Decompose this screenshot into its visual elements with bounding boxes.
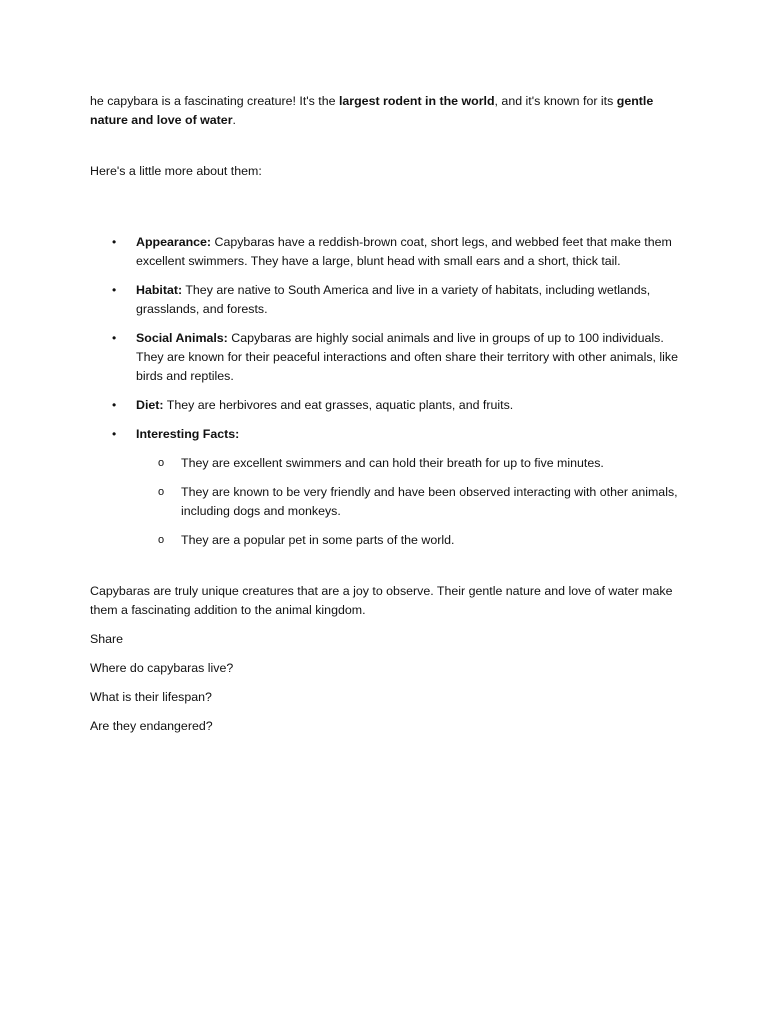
bullet-icon: • [112,331,117,345]
closing-paragraph: Capybaras are truly unique creatures that are a joy to observe. Their gentle nature and love of water make them a fascinating addition to the animal kingdom. [90,584,673,617]
fact-label: Diet: [136,398,164,412]
sub-list-text: They are excellent swimmers and can hold their breath for up to five minutes. [181,456,604,470]
sub-bullet-icon: o [158,457,165,469]
fact-item-diet [90,396,690,415]
lead-paragraph: Here's a little more about them: [90,164,262,178]
facts-list [90,233,690,550]
sub-bullet-icon: o [158,534,165,546]
fact-text: They are native to South America and live in a variety of habitats, including wetlands, grasslands, and forests. [136,283,651,316]
fact-text: Capybaras have a reddish-brown coat, short legs, and webbed feet that make them excellent swimmers. They have a large, blunt head with small ears and a short, thick tail. [136,235,672,268]
intro-bold-2: gentle nature and love of water [90,94,654,127]
intro-text-2: , and it's known for its [494,94,617,108]
fact-item-interesting-facts [90,425,690,550]
bullet-icon: • [112,398,117,412]
intro-paragraph [90,92,690,130]
fact-item-appearance [90,233,690,271]
suggested-question[interactable]: Are they endangered? [90,719,213,733]
intro-bold-1: largest rodent in the world [338,94,495,108]
sub-list-item [136,483,690,521]
sub-list-text: They are known to be very friendly and have been observed interacting with other animals, including dogs and monkeys. [181,485,678,518]
fact-text: Capybaras are highly social animals and live in groups of up to 100 individuals. They are known for their peaceful interactions and often share their territory with other animals, like birds and reptiles. [136,331,679,383]
interesting-facts-sublist [136,454,690,550]
suggested-question[interactable]: What is their lifespan? [90,690,212,704]
share-button[interactable]: Share [90,632,124,646]
sub-list-text: They are a popular pet in some parts of the world. [181,533,455,547]
fact-label: Interesting Facts: [136,427,240,441]
sub-list-item [136,454,690,473]
fact-text: They are herbivores and eat grasses, aquatic plants, and fruits. [163,398,514,412]
sub-list-item [136,531,690,550]
intro-text-1: he capybara is a fascinating creature! It's the [90,94,339,108]
fact-label: Habitat: [136,283,183,297]
bullet-icon: • [112,235,117,249]
fact-item-habitat [90,281,690,319]
fact-item-social-animals [90,329,690,386]
fact-label: Appearance: [136,235,212,249]
fact-label: Social Animals: [136,331,228,345]
sub-bullet-icon: o [158,486,165,498]
bullet-icon: • [112,283,117,297]
document-page [90,92,690,746]
suggested-question[interactable]: Where do capybaras live? [90,661,234,675]
intro-text-3: . [232,113,236,127]
bullet-icon: • [112,427,117,441]
